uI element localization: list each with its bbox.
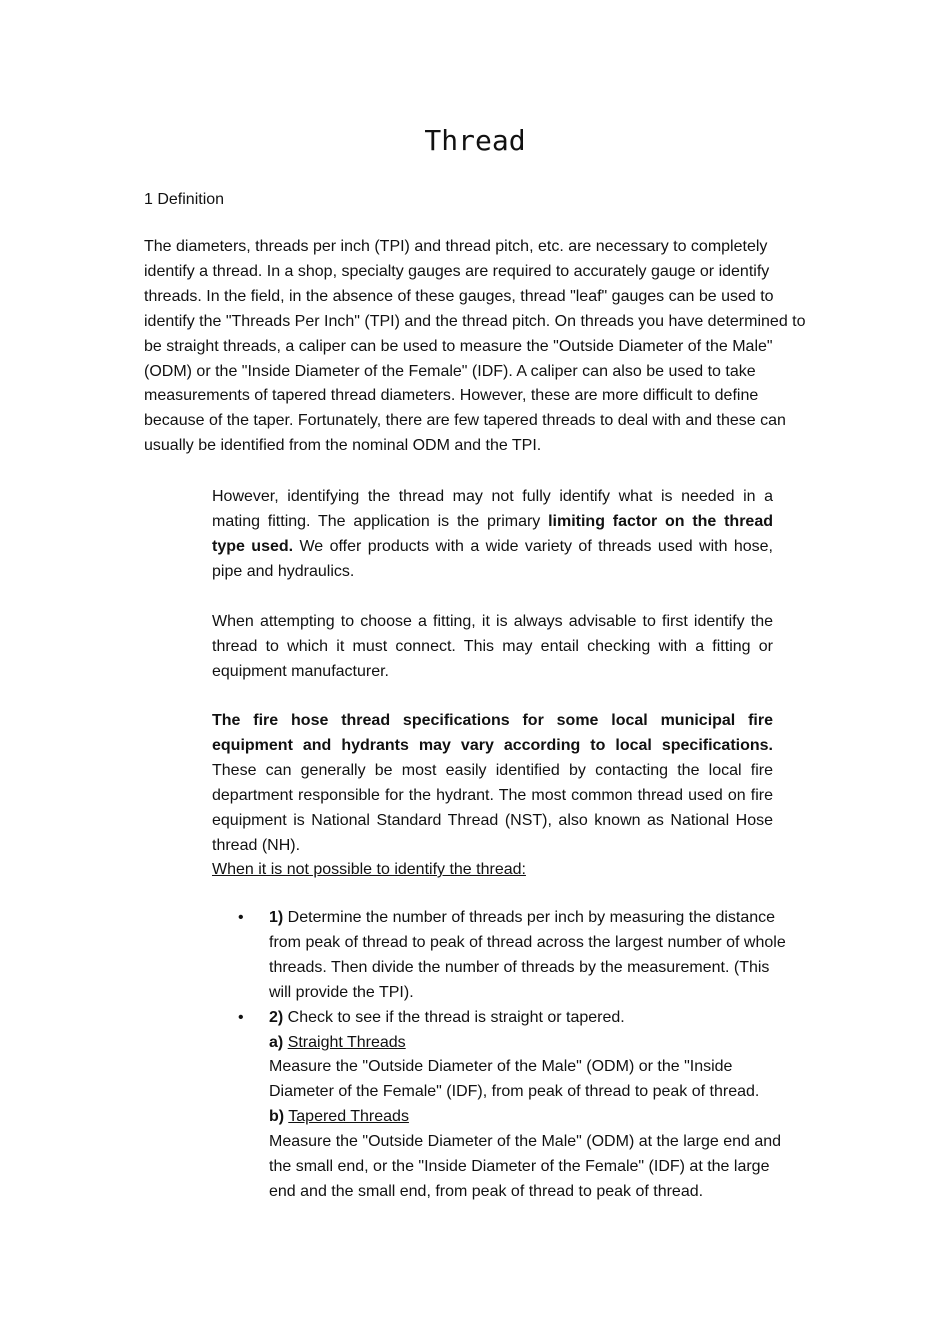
mating-fitting-paragraph (212, 485, 773, 585)
bullet-icon: • (238, 1008, 244, 1026)
sub-step-label: a) (269, 1033, 284, 1051)
sub-step-text: Measure the "Outside Diameter of the Male" (ODM) or the "Inside Diameter of the Female" (IDF), from peak of thread to peak of thread. (269, 1058, 760, 1101)
choose-fitting-paragraph: When attempting to choose a fitting, it is always advisable to first identify the thread to which it must connect. This may entail checking with a fitting or equipment manufacturer. (212, 613, 773, 680)
steps-list (212, 906, 787, 1205)
paragraph-text: However, identifying the thread may not fully identify what is needed in a mating fitting. The application is the primary (212, 488, 773, 530)
section-heading: 1 Definition (144, 191, 225, 208)
paragraph-text: These can generally be most easily identified by contacting the local fire department responsible for the hydrant. The most common thread used on fire equipment is National Standard Thread (NST), also known as National Hose thread (NH). (212, 761, 773, 854)
emphasis-text: The fire hose thread specifications for some local municipal fire equipment and hydrants may vary according to local specifications. (212, 712, 773, 754)
sub-step-text: Measure the "Outside Diameter of the Male" (ODM) at the large end and the small end, or the "Inside Diameter of the Female" (IDF) at the large end and the small end, from peak of thread to peak of thread. (269, 1133, 782, 1200)
step-number: 2) (269, 1008, 284, 1026)
step-text: Check to see if the thread is straight or tapered. (283, 1008, 625, 1026)
step-text: Determine the number of threads per inch by measuring the distance from peak of thread to peak of thread across the largest number of whole threads. Then divide the number of threads by the measurement. (This will provide the TPI). (269, 909, 786, 1001)
list-item (212, 906, 787, 1006)
sub-step-title: Straight Threads (287, 1033, 406, 1051)
intro-paragraph: The diameters, threads per inch (TPI) and thread pitch, etc. are necessary to completely identify a thread. In a shop, specialty gauges are required to accurately gauge or identify threads. In the field, in the absence of these gauges, thread "leaf" gauges can be used to identify the "Threads Per Inch" (TPI) and the thread pitch. On threads you have determined to be straight threads, a caliper can be used to measure the "Outside Diameter of the Male" (ODM) or the "Inside Diameter of the Female" (IDF). A caliper can also be used to take measurements of tapered thread diameters. However, these are more difficult to define because of the taper. Fortunately, there are few tapered threads to deal with and these can usually be identified from the nominal ODM and the TPI. (144, 238, 806, 455)
sub-step-label: b) (269, 1108, 285, 1126)
step-number: 1) (269, 909, 284, 926)
list-item (212, 1006, 787, 1205)
paragraph-text: We offer products with a wide variety of threads used with hose, pipe and hydraulics. (212, 537, 774, 580)
page-title: Thread (424, 124, 526, 157)
fire-hose-paragraph (212, 709, 773, 858)
identify-subheading: When it is not possible to identify the thread: (212, 861, 526, 878)
bullet-icon: • (238, 909, 244, 926)
emphasis-text: limiting factor on the thread type used. (212, 512, 773, 555)
sub-step-title: Tapered Threads (288, 1108, 409, 1126)
